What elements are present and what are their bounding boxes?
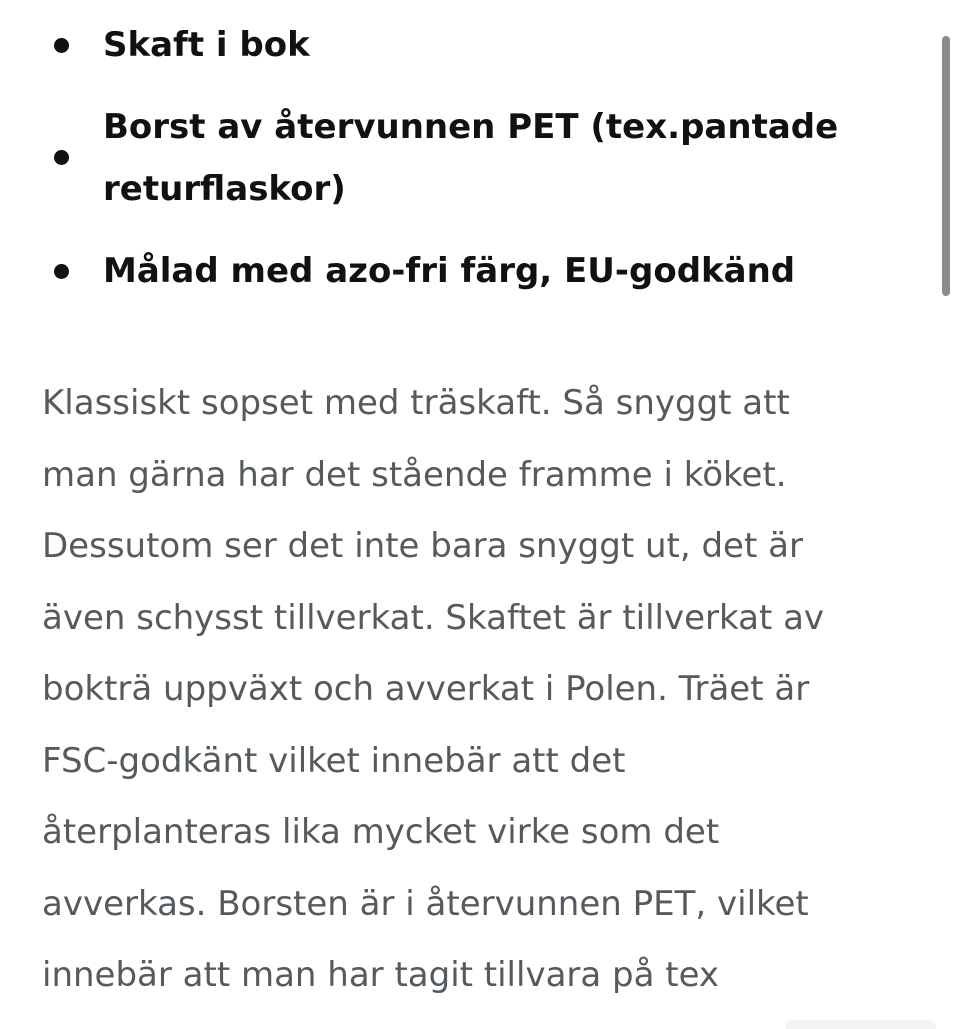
feature-item [0,96,900,220]
description-line: Klassiskt sopset med träskaft. Så snyggt att [42,383,790,423]
feature-item [0,14,900,76]
description-line: bokträ uppväxt och avverkat i Polen. Träet är [42,669,810,709]
description-line: man gärna har det stående framme i köket. [42,454,787,495]
scrollbar-thumb[interactable] [942,36,950,296]
bullet-dot-icon [54,264,69,279]
scrollbar[interactable] [936,0,960,1029]
description-line: återplanteras lika mycket virke som det [42,812,720,852]
feature-item [0,240,900,302]
description-line: även schysst tillverkat. Skaftet är tillverkat av [42,597,825,638]
bullet-dot-icon [54,38,69,53]
bottom-edge-element [786,1020,936,1029]
feature-text: Skaft i bok [103,25,310,65]
feature-text: Borst av återvunnen PET (tex.pantade returflaskor) [103,107,839,209]
product-description [42,368,942,1012]
feature-text: Målad med azo-fri färg, EU-godkänd [103,251,796,291]
bullet-dot-icon [54,150,69,165]
description-line: Dessutom ser det inte bara snyggt ut, det är [42,526,803,566]
description-line: innebär att man har tagit tillvara på tex [42,955,720,995]
description-line: FSC-godkänt vilket innebär att det [42,740,626,781]
description-line: avverkas. Borsten är i återvunnen PET, vilket [42,883,809,924]
